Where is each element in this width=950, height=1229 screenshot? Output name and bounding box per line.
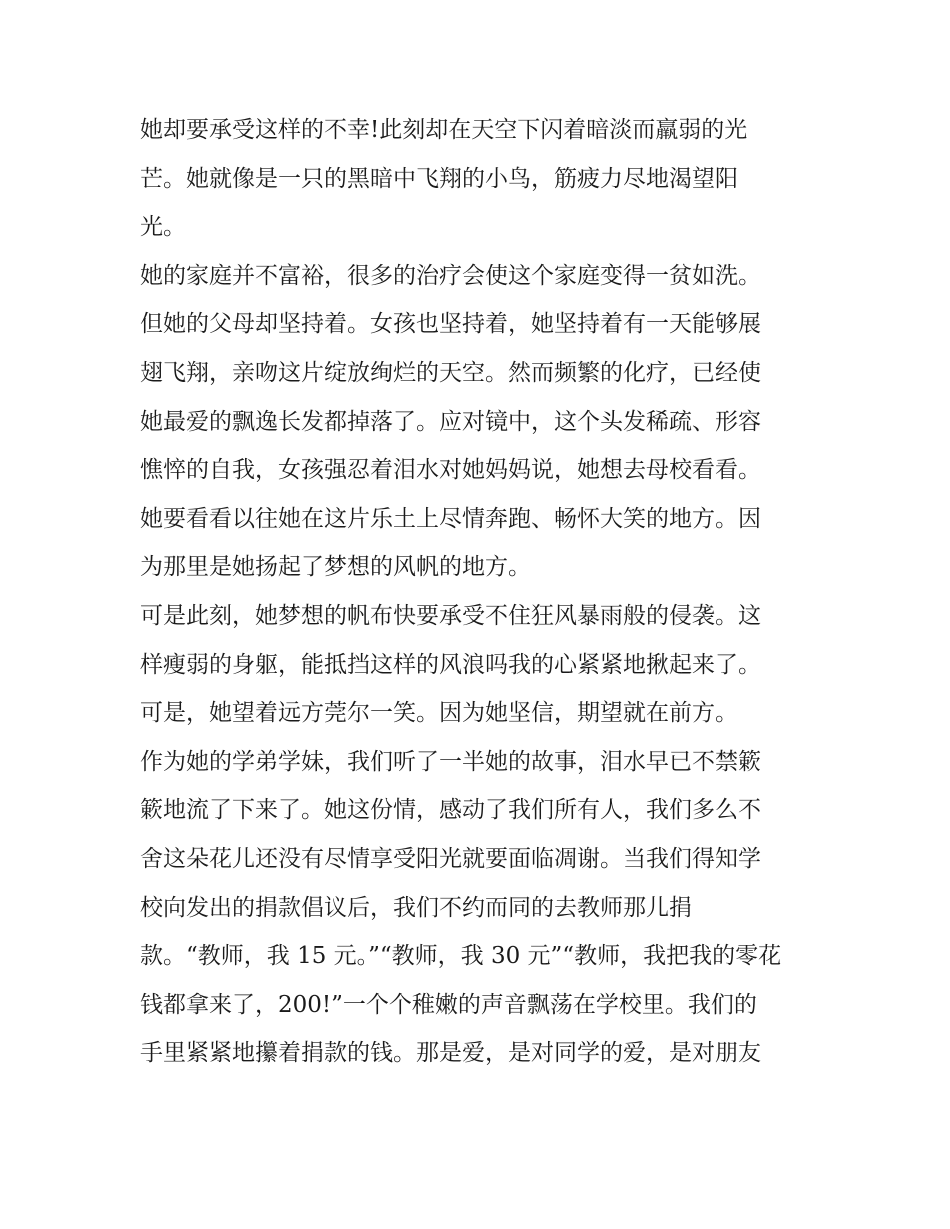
text-line-4: 她的家庭并不富裕，很多的治疗会使这个家庭变得一贫如洗。 bbox=[140, 262, 761, 289]
text-line-15: 簌地流了下来了。她这份情，感动了我们所有人，我们多么不 bbox=[140, 797, 761, 824]
text-line-11: 可是此刻，她梦想的帆布快要承受不住狂风暴雨般的侵袭。这 bbox=[140, 602, 761, 629]
body-text bbox=[140, 106, 830, 1078]
text-line-20: 手里紧紧地攥着捐款的钱。那是爱，是对同学的爱，是对朋友 bbox=[140, 1040, 761, 1067]
text-line-2: 芒。她就像是一只的黑暗中飞翔的小鸟，筋疲力尽地渴望阳 bbox=[140, 165, 738, 192]
text-line-10: 为那里是她扬起了梦想的风帆的地方。 bbox=[140, 554, 531, 581]
text-line-18: 款。“教师，我 15 元。”“教师，我 30 元”“教师，我把我的零花 bbox=[140, 943, 782, 970]
text-line-5: 但她的父母却坚持着。女孩也坚持着，她坚持着有一天能够展 bbox=[140, 311, 761, 338]
text-line-16: 舍这朵花儿还没有尽情享受阳光就要面临凋谢。当我们得知学 bbox=[140, 845, 761, 872]
text-line-14: 作为她的学弟学妹，我们听了一半她的故事，泪水早已不禁簌 bbox=[140, 748, 761, 775]
text-line-7: 她最爱的飘逸长发都掉落了。应对镜中，这个头发稀疏、形容 bbox=[140, 408, 761, 435]
text-line-9: 她要看看以往她在这片乐土上尽情奔跑、畅怀大笑的地方。因 bbox=[140, 505, 761, 532]
text-line-13: 可是，她望着远方莞尔一笑。因为她坚信，期望就在前方。 bbox=[140, 700, 738, 727]
text-line-8: 憔悴的自我，女孩强忍着泪水对她妈妈说，她想去母校看看。 bbox=[140, 457, 761, 484]
text-line-12: 样瘦弱的身躯，能抵挡这样的风浪吗我的心紧紧地揪起来了。 bbox=[140, 651, 761, 678]
text-line-19: 钱都拿来了，200!”一个个稚嫩的声音飘荡在学校里。我们的 bbox=[140, 991, 757, 1018]
text-line-17: 校向发出的捐款倡议后，我们不约而同的去教师那儿捐 bbox=[140, 894, 692, 921]
text-line-6: 翅飞翔，亲吻这片绽放绚烂的天空。然而频繁的化疗，已经使 bbox=[140, 359, 761, 386]
text-line-3: 光。 bbox=[140, 214, 186, 241]
text-line-1: 她却要承受这样的不幸!此刻却在天空下闪着暗淡而羸弱的光 bbox=[140, 117, 748, 143]
